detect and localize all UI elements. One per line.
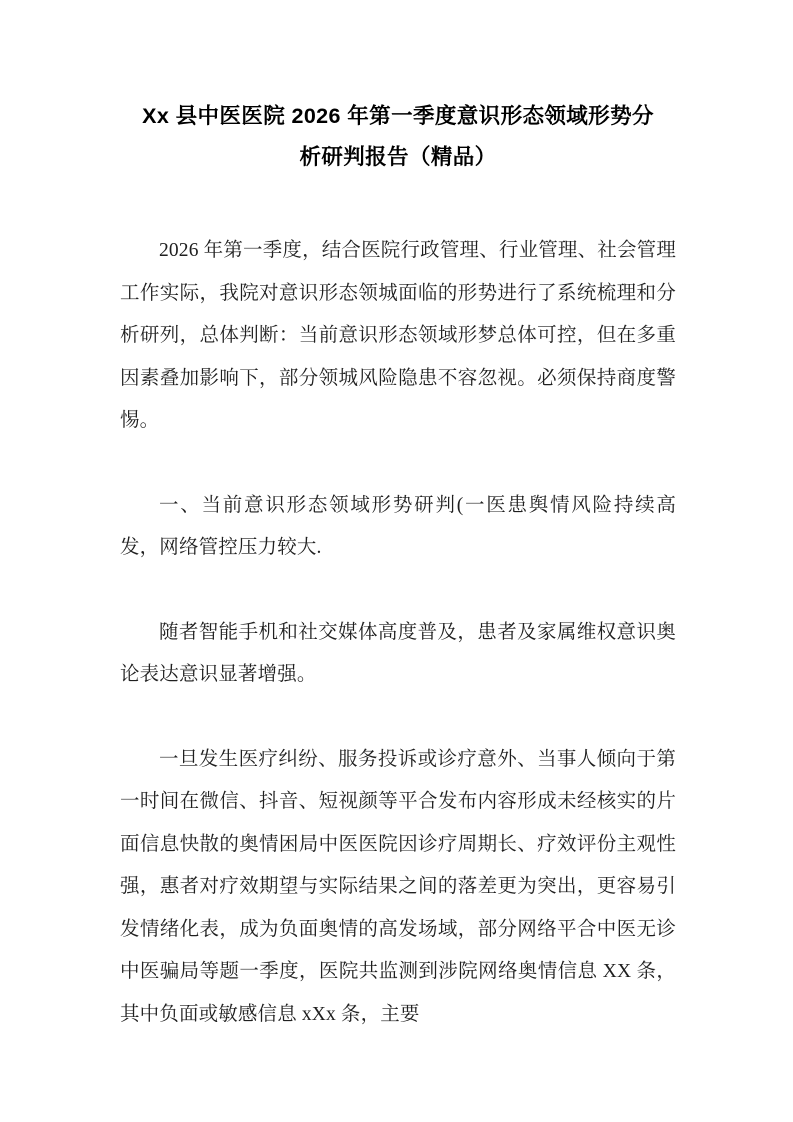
paragraph-mobile-media: 随者智能手机和社交媒体高度普及，患者及家属维权意识奥论表达意识显著增强。 xyxy=(120,621,676,685)
paragraph-section-one-heading: 一、当前意识形态领域形势研判(一医患舆情风险持续高发，网络管控压力较大. xyxy=(120,494,676,558)
spacer-paragraph-2 xyxy=(120,570,676,612)
page-title-line-2: 析研判报告（精品） xyxy=(299,145,497,169)
document-body xyxy=(120,0,676,1036)
page-title xyxy=(120,0,676,178)
paragraph-overview: 2026 年第一季度，结合医院行政管理、行业管理、社会管理工作实际，我院对意识形态领城面临的形势进行了系统梳理和分析研列，总体判断：当前意识形态领域形梦总体可控，但在多重因素叠加影响下，部分领城风险隐患不容忽视。必须保持商度警惕。 xyxy=(120,240,676,431)
spacer-paragraph-1 xyxy=(120,443,676,485)
spacer-after-title xyxy=(120,178,676,230)
spacer-paragraph-3 xyxy=(120,697,676,739)
page-title-line-1: Xx 县中医医院 2026 年第一季度意识形态领域形势分 xyxy=(142,104,654,128)
paragraph-dispute-detail: 一旦发生医疗纠纷、服务投诉或诊疗意外、当事人倾向于第一时间在微信、抖音、短视颜等平合发布内容形成未经核实的片面信息快散的奥情困局中医医院因诊疗周期长、疗效评份主观性强，惠者对疗效期望与实际结果之间的落差更为突出，更容易引发情绪化表，成为负面奥情的高发场域，部分网络平合中医无诊中医骗局等题一季度，医院共监测到涉院网络奥情信息 XX 条，其中负面或敏感信息 xXx 条，主要 xyxy=(120,748,676,1025)
